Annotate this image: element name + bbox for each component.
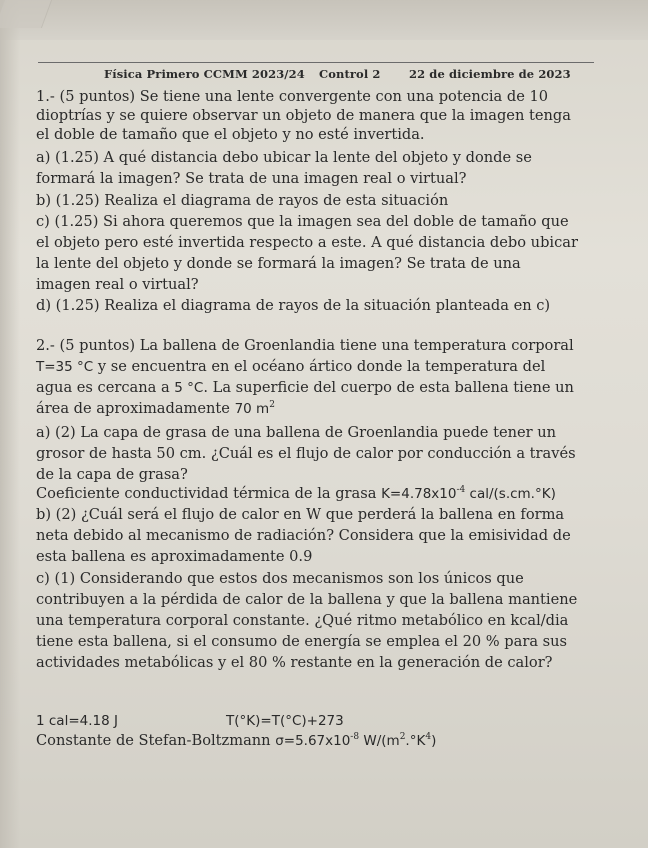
exam-header — [104, 67, 584, 87]
q1-line-2: dioptrías y se quiere observar un objeto de manera que la imagen tenga — [36, 107, 571, 124]
exam-date: 22 de diciembre de 2023 — [409, 67, 571, 81]
q1a-line-2: formará la imagen? Se trata de una imagen real o virtual? — [36, 170, 467, 187]
q1c-line-1: c) (1.25) Si ahora queremos que la imagen sea del doble de tamaño que — [36, 213, 569, 230]
conductivity-value: K=4.78x10 — [381, 486, 457, 502]
q1-line-1: 1.- (5 puntos) Se tiene una lente convergente con una potencia de 10 — [36, 88, 549, 105]
q2c-line-1: c) (1) Considerando que estos dos mecanismos son los únicos que — [36, 570, 524, 587]
stefan-unit-c: ) — [431, 733, 437, 749]
surface-area-exponent: 2 — [269, 400, 275, 411]
q2a-line-1: a) (2) La capa de grasa de una ballena de Groenlandia puede tener un — [36, 424, 557, 441]
q1c-line-4: imagen real o virtual? — [36, 276, 199, 293]
q1c-line-2: el objeto pero esté invertida respecto a este. A qué distancia debo ubicar — [36, 234, 578, 251]
constants-line-1 — [36, 712, 616, 730]
q2b-line-1: b) (2) ¿Cuál será el flujo de calor en W que perderá la ballena en forma — [36, 506, 565, 523]
conductivity-line — [36, 485, 616, 503]
stefan-unit-exp-4: 4 — [425, 732, 432, 743]
constants-line-2 — [36, 732, 616, 750]
q1d-line-1: d) (1.25) Realiza el diagrama de rayos de la situación planteada en c) — [36, 297, 551, 314]
stefan-value: σ=5.67x10 — [275, 733, 351, 749]
temperature-conversion: T(°K)=T(°C)+273 — [226, 713, 344, 729]
q1b-line-1: b) (1.25) Realiza el diagrama de rayos de esta situación — [36, 192, 449, 209]
q2c-line-3: una temperatura corporal constante. ¿Qué ritmo metabólico en kcal/dia — [36, 612, 569, 629]
q2-line-4 — [36, 400, 616, 418]
surface-area: 70 m — [234, 401, 270, 417]
q2-line-2 — [36, 358, 616, 376]
q2-line-4-text: área de aproximadamente — [36, 400, 235, 417]
header-rule — [38, 62, 594, 63]
q1-line-3: el doble de tamaño que el objeto y no esté invertida. — [36, 126, 425, 143]
water-temperature: 5 °C — [174, 380, 204, 396]
q2b-line-3: esta ballena es aproximadamente 0.9 — [36, 548, 313, 565]
q2-line-3-text-b: . La superficie del cuerpo de esta ballena tiene un — [203, 379, 574, 396]
stefan-unit-b: .°K — [405, 733, 426, 749]
course-title: Física Primero CCMM 2023/24 — [104, 67, 305, 81]
stefan-exponent: -8 — [350, 732, 360, 743]
body-temperature: T=35 °C — [36, 359, 94, 375]
background-surface — [0, 0, 648, 40]
calorie-conversion: 1 cal=4.18 J — [36, 713, 118, 729]
stefan-label: Constante de Stefan-Boltzmann — [36, 732, 276, 749]
q2c-line-5: actividades metabólicas y el 80 % restante en la generación de calor? — [36, 654, 553, 671]
q2-line-1: 2.- (5 puntos) La ballena de Groenlandia tiene una temperatura corporal — [36, 337, 574, 354]
conductivity-unit: cal/(s.cm.°K) — [465, 486, 556, 502]
q2-line-3-text-a: agua es cercana a — [36, 379, 175, 396]
q1a-line-1: a) (1.25) A qué distancia debo ubicar la lente del objeto y donde se — [36, 149, 532, 166]
test-name: Control 2 — [319, 67, 381, 81]
q1c-line-3: la lente del objeto y donde se formará la imagen? Se trata de una — [36, 255, 521, 272]
conductivity-exponent: -4 — [456, 485, 466, 496]
q2c-line-2: contribuyen a la pérdida de calor de la ballena y que la ballena mantiene — [36, 591, 578, 608]
stefan-unit-a: W/(m — [359, 733, 400, 749]
stefan-unit-exp-2: 2 — [399, 732, 406, 743]
exam-sheet — [14, 52, 634, 832]
q2-line-2-text: y se encuentra en el océano ártico donde la temperatura del — [93, 358, 546, 375]
conductivity-label: Coeficiente conductividad térmica de la grasa — [36, 485, 382, 502]
q2c-line-4: tiene esta ballena, si el consumo de energía se emplea el 20 % para sus — [36, 633, 568, 650]
q2b-line-2: neta debido al mecanismo de radiación? Considera que la emisividad de — [36, 527, 571, 544]
q2-line-3 — [36, 379, 616, 397]
q2a-line-2: grosor de hasta 50 cm. ¿Cuál es el flujo de calor por conducción a través — [36, 445, 576, 462]
q2a-line-3: de la capa de grasa? — [36, 466, 188, 483]
